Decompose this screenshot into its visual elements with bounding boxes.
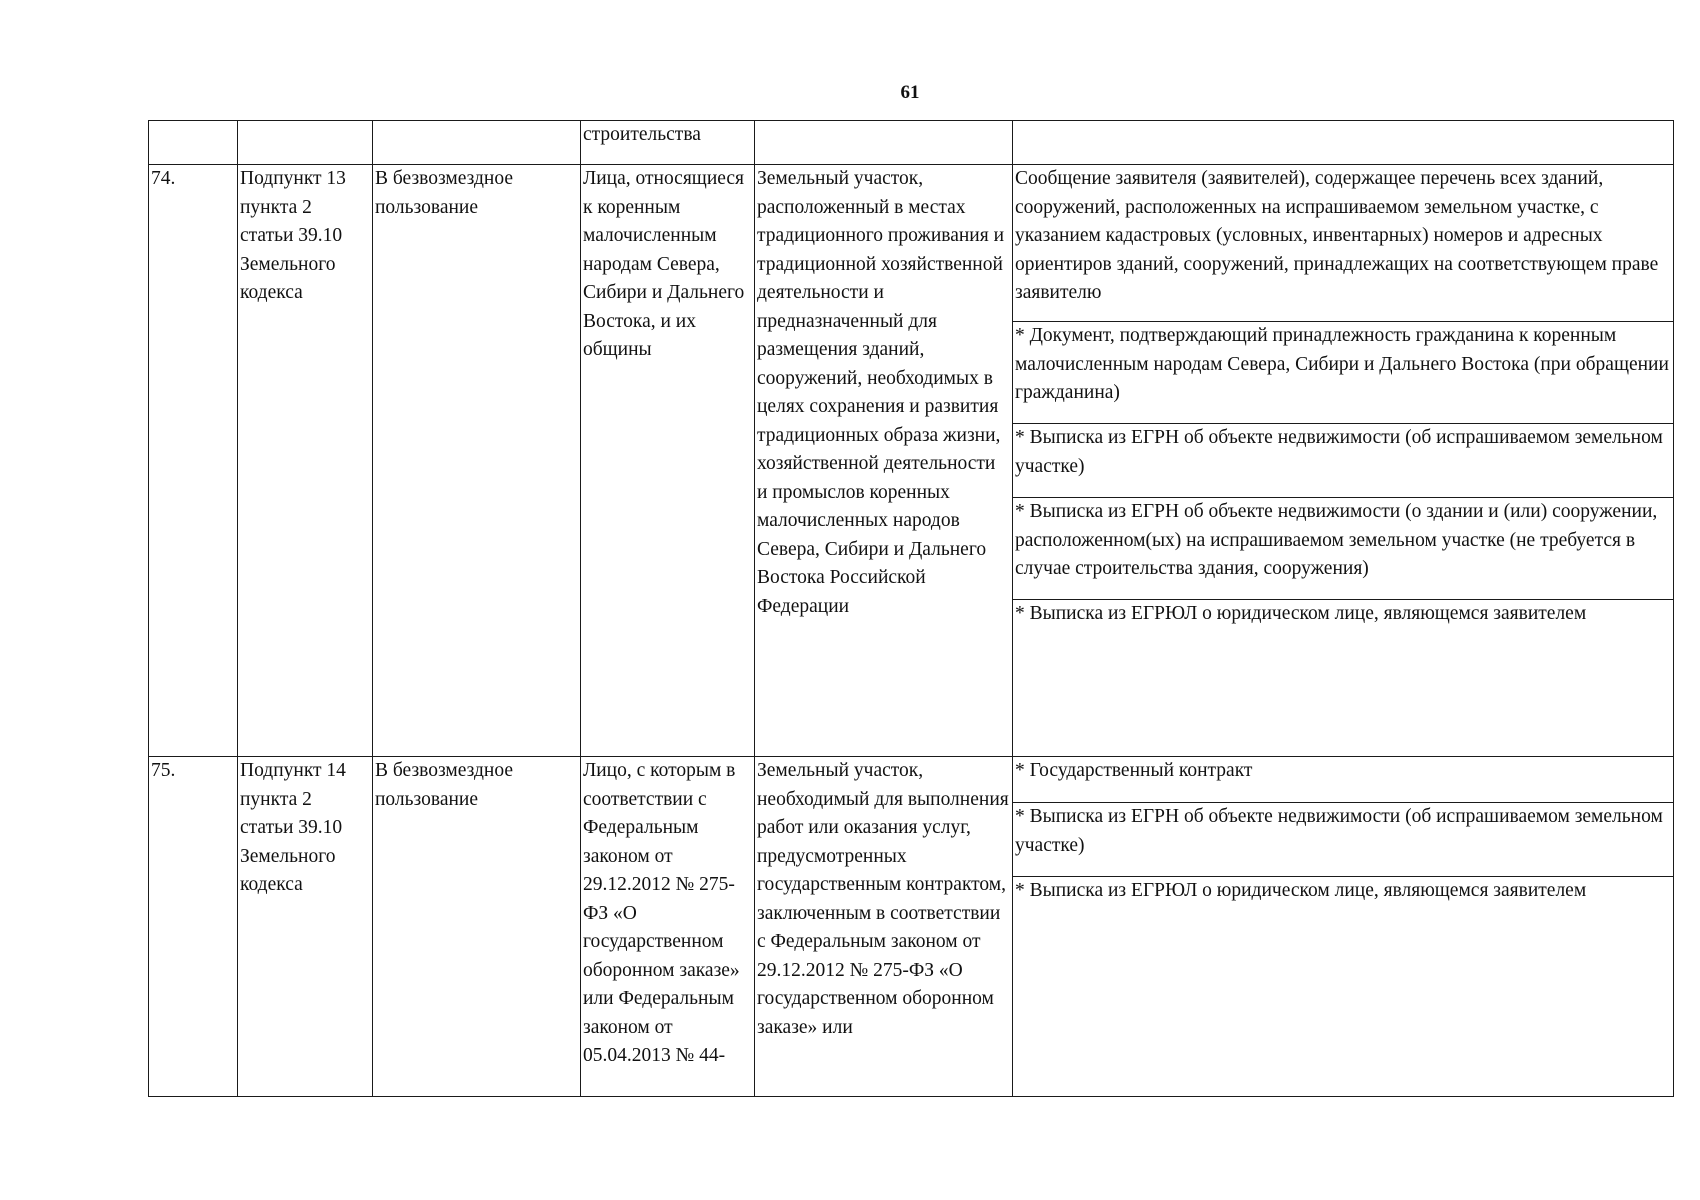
document-entry: * Государственный контракт (1013, 757, 1673, 803)
cell-number (149, 121, 238, 165)
legal-basis: Подпункт 14 пункта 2 статьи 39.10 Земельного кодекса (238, 757, 373, 1097)
cell-basis (238, 121, 373, 165)
document-entry: * Выписка из ЕГРЮЛ о юридическом лице, являющемся заявителем (1015, 603, 1587, 624)
document-entry: * Выписка из ЕГРН об объекте недвижимости (об испрашиваемом земельном участке) (1013, 424, 1673, 498)
table-row-continuation (149, 121, 1674, 165)
right-type: В безвозмездное пользование (373, 165, 581, 757)
document-entry: Сообщение заявителя (заявителей), содержащее перечень всех зданий, сооружений, расположенных на испрашиваемом земельном участке, с указанием кадастровых (условных, инвентарных) номеров и адресных ориентиров зданий, сооружений, принадлежащих на соответствующем праве заявителю (1013, 165, 1673, 322)
right-type: В безвозмездное пользование (373, 757, 581, 1097)
document-entry: * Выписка из ЕГРЮЛ о юридическом лице, являющемся заявителем (1015, 880, 1587, 901)
eligible-recipients: Лица, относящиеся к коренным малочисленным народам Севера, Сибири и Дальнего Востока, и их общины (581, 165, 755, 757)
cell-documents (1013, 121, 1674, 165)
cell-land-plot (755, 121, 1013, 165)
table-row (149, 165, 1674, 757)
land-plot-description: Земельный участок, необходимый для выполнения работ или оказания услуг, предусмотренных государственным контрактом, заключенным в соответствии с Федеральным законом от 29.12.2012 № 275-ФЗ «О государственном оборонном заказе» или (755, 757, 1013, 1097)
table-row (149, 757, 1674, 1097)
document-entry: * Выписка из ЕГРН об объекте недвижимости (о здании и (или) сооружении, расположенном(ых) на испрашиваемом земельном участке (не требуется в случае строительства здания, сооружения) (1013, 498, 1673, 600)
document-entry: * Выписка из ЕГРН об объекте недвижимости (об испрашиваемом земельном участке) (1013, 803, 1673, 877)
required-documents (1013, 165, 1674, 757)
page-number: 61 (900, 82, 920, 103)
row-number: 75. (149, 757, 238, 1097)
legal-basis: Подпункт 13 пункта 2 статьи 39.10 Земельного кодекса (238, 165, 373, 757)
land-provision-table (148, 120, 1674, 1097)
document-entry: * Документ, подтверждающий принадлежность гражданина к коренным малочисленным народам Севера, Сибири и Дальнего Востока (при обращении гражданина) (1013, 322, 1673, 424)
eligible-recipients: Лицо, с которым в соответствии с Федеральным законом от 29.12.2012 № 275-ФЗ «О государственном оборонном заказе» или Федеральным законом от 05.04.2013 № 44- (581, 757, 755, 1097)
row-number: 74. (149, 165, 238, 757)
land-plot-description: Земельный участок, расположенный в местах традиционного проживания и традиционной хозяйственной деятельности и предназначенный для размещения зданий, сооружений, необходимых в целях сохранения и развития традиционных образа жизни, хозяйственной деятельности и промыслов коренных малочисленных народов Севера, Сибири и Дальнего Востока Российской Федерации (755, 165, 1013, 757)
cell-right-type (373, 121, 581, 165)
cell-recipients: строительства (581, 121, 755, 165)
required-documents (1013, 757, 1674, 1097)
